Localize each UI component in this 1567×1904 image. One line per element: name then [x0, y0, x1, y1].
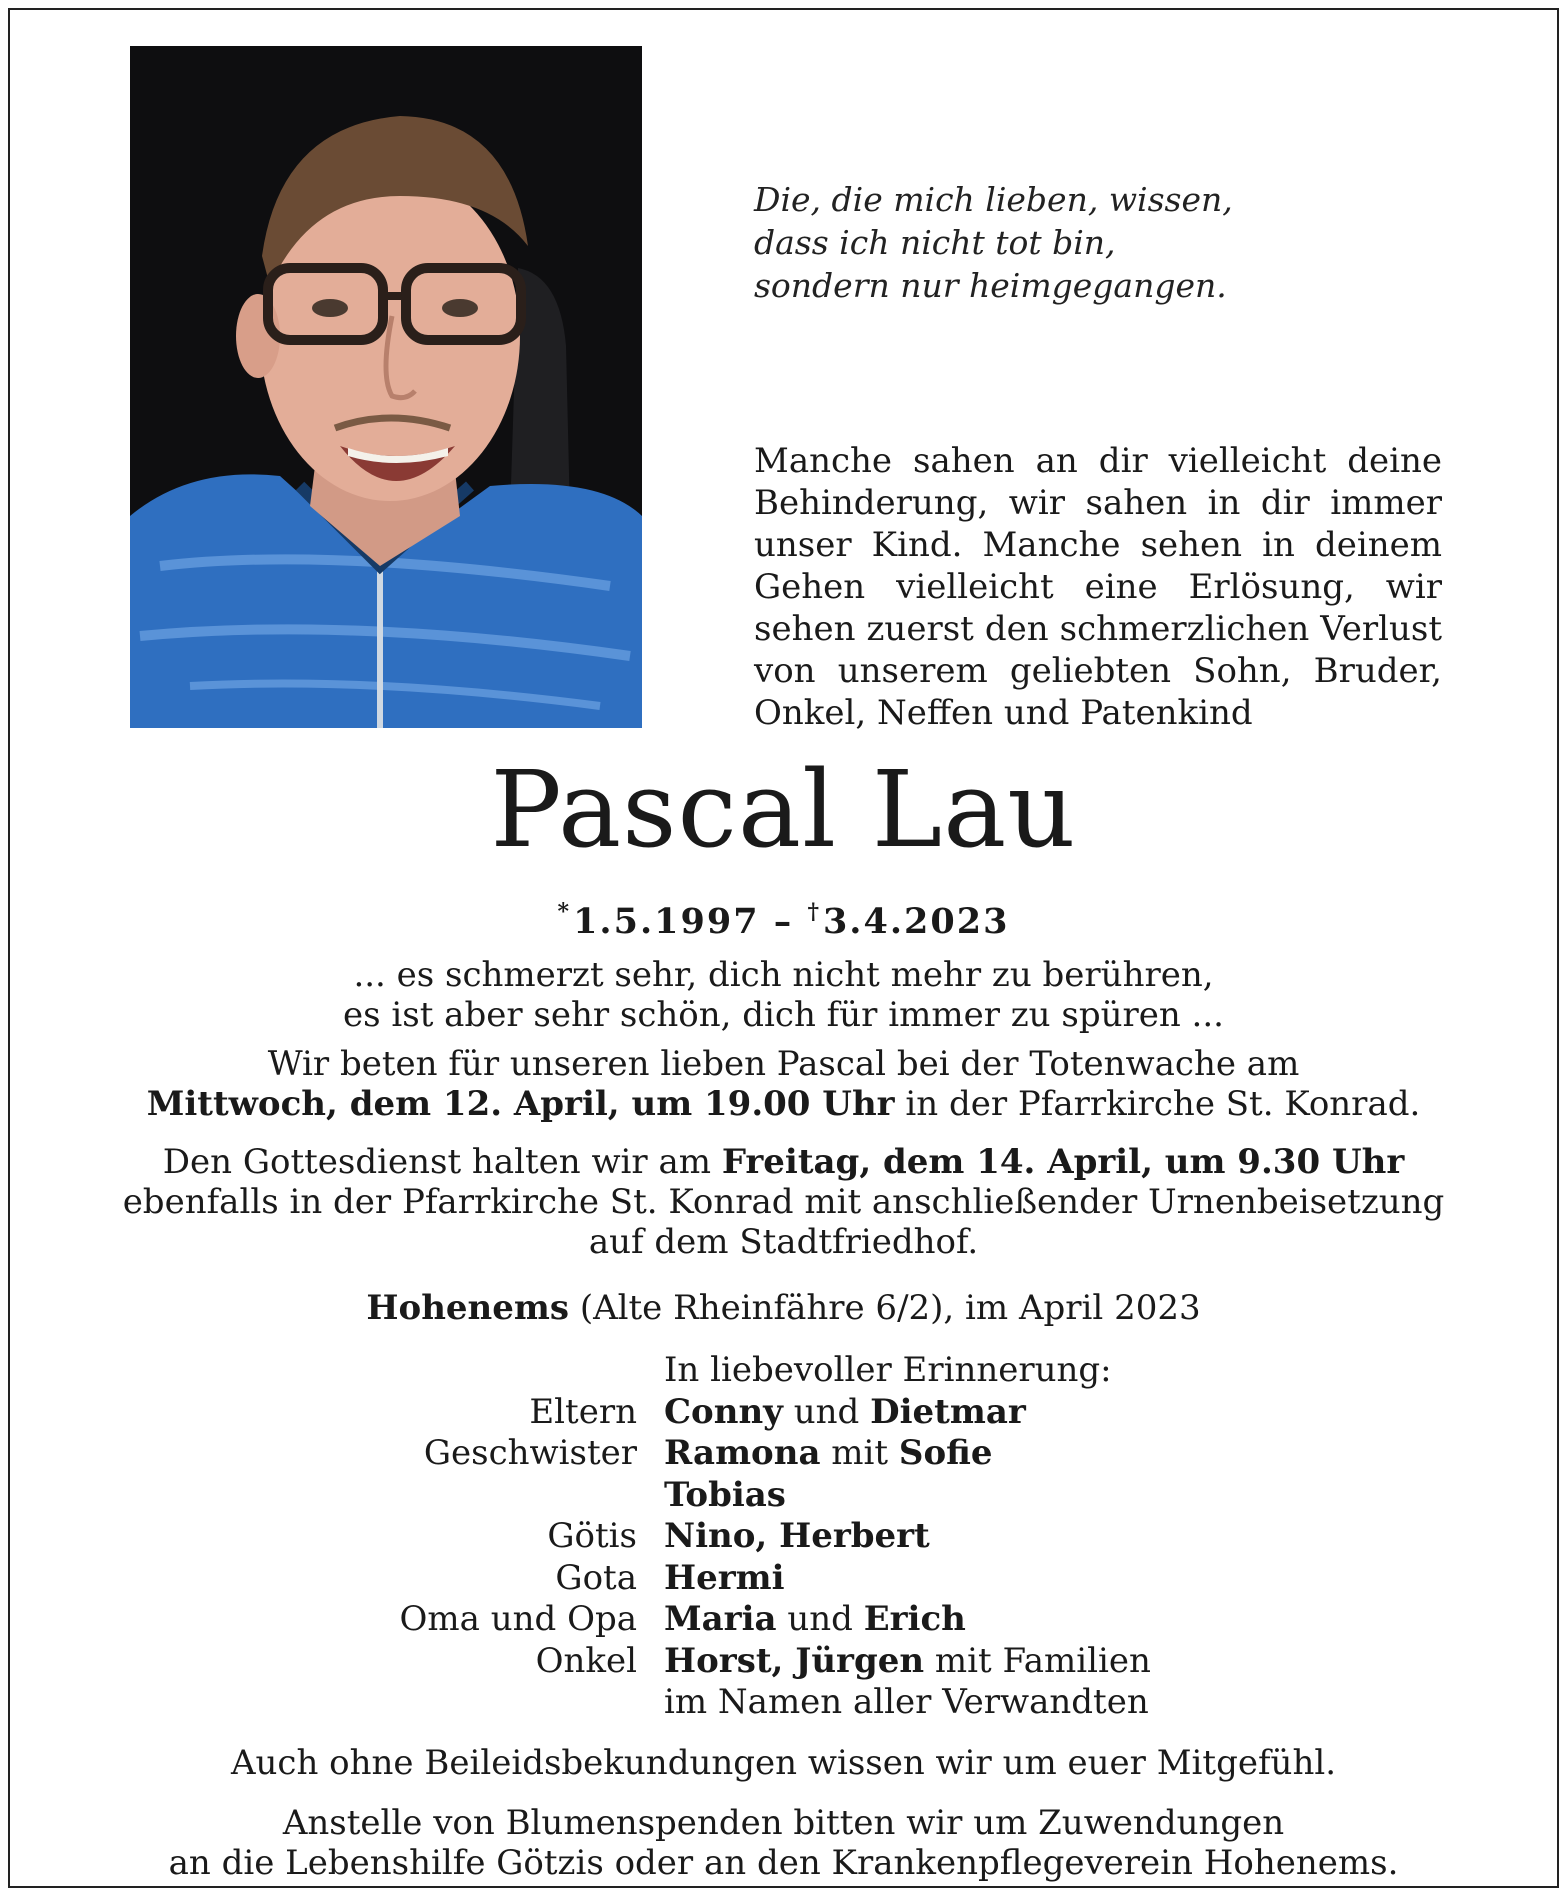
place-name: Hohenems — [366, 1288, 570, 1328]
family-label: Geschwister — [423, 1433, 637, 1473]
date-separator: – — [759, 901, 808, 942]
service-intro: Den Gottesdienst halten wir am — [162, 1142, 722, 1182]
family-name: Ramona — [664, 1433, 821, 1473]
family-row — [10, 1599, 1557, 1641]
family-label: Gota — [555, 1557, 637, 1598]
family-connector: mit Familien — [924, 1640, 1151, 1681]
birth-symbol: * — [557, 899, 572, 925]
family-row — [10, 1641, 1557, 1683]
family-name: Tobias — [664, 1474, 786, 1515]
note-line: Anstelle von Blumenspenden bitten wir um Zuwendungen — [282, 1803, 1285, 1843]
obituary-page — [8, 8, 1559, 1888]
portrait-photo — [130, 46, 642, 728]
quote-line: Die, die mich lieben, wissen, — [754, 180, 1233, 219]
condolence-note — [50, 1743, 1517, 1783]
life-dates — [10, 890, 1557, 944]
tribute-paragraph — [754, 440, 1442, 734]
place-date — [50, 1288, 1517, 1328]
family-closing: im Namen aller Verwandten — [664, 1682, 1149, 1722]
family-name: Erich — [863, 1599, 966, 1639]
family-row — [10, 1516, 1557, 1558]
deceased-name: Pascal Lau — [490, 748, 1077, 871]
family-row — [10, 1392, 1557, 1434]
family-intro-row — [10, 1350, 1557, 1392]
paragraph-line: von unserem geliebten Sohn, Bruder, — [754, 651, 1442, 691]
place-detail: (Alte Rheinfähre 6/2), im April 2023 — [569, 1288, 1201, 1328]
family-name: Hermi — [664, 1557, 785, 1598]
family-label: Oma und Opa — [399, 1599, 637, 1639]
paragraph-line: Behinderung, wir sahen in dir immer — [754, 483, 1442, 523]
family-name: Nino, Herbert — [664, 1516, 930, 1556]
family-name: Conny — [664, 1391, 783, 1432]
quote-line: sondern nur heimgegangen. — [754, 266, 1227, 305]
family-row — [10, 1475, 1557, 1517]
family-name: Dietmar — [870, 1391, 1026, 1432]
family-label: Eltern — [529, 1391, 637, 1432]
donation-note — [50, 1803, 1517, 1883]
family-intro: In liebevoller Erinnerung: — [664, 1350, 1112, 1390]
family-closing-row — [10, 1682, 1557, 1724]
wake-line — [50, 1084, 1517, 1124]
quote-line: dass ich nicht tot bin, — [754, 223, 1116, 262]
paragraph-line: Manche sahen an dir vielleicht deine — [754, 441, 1442, 481]
family-name: Maria — [664, 1599, 777, 1639]
service-info — [50, 1142, 1517, 1262]
family-name: Horst, Jürgen — [664, 1640, 925, 1681]
service-line: ebenfalls in der Pfarrkirche St. Konrad mit anschließender Urnenbeisetzung — [122, 1182, 1445, 1222]
wake-line: Wir beten für unseren lieben Pascal bei der Totenwache am — [267, 1044, 1300, 1084]
portrait-illustration — [130, 46, 642, 728]
family-name: Sofie — [898, 1433, 993, 1473]
paragraph-line: Gehen vielleicht eine Erlösung, wir — [754, 567, 1442, 607]
service-datetime: Freitag, dem 14. April, um 9.30 Uhr — [721, 1142, 1405, 1182]
family-connector: und — [782, 1391, 871, 1432]
verse-line: ... es schmerzt sehr, dich nicht mehr zu berühren, — [353, 955, 1214, 995]
birth-date: 1.5.1997 — [573, 901, 760, 942]
wake-info — [50, 1044, 1517, 1124]
service-line — [50, 1142, 1517, 1182]
family-label: Götis — [547, 1516, 637, 1556]
opening-quote — [754, 178, 1314, 307]
note-line: Auch ohne Beileidsbekundungen wissen wir um euer Mitgefühl. — [230, 1743, 1337, 1783]
family-list — [10, 1350, 1557, 1724]
wake-location: in der Pfarrkirche St. Konrad. — [894, 1084, 1421, 1124]
family-label: Onkel — [535, 1640, 637, 1681]
paragraph-line: Onkel, Neffen und Patenkind — [754, 693, 1253, 733]
service-line: auf dem Stadtfriedhof. — [588, 1222, 979, 1262]
family-row — [10, 1433, 1557, 1475]
paragraph-line: unser Kind. Manche sehen in deinem — [754, 525, 1442, 565]
wake-datetime: Mittwoch, dem 12. April, um 19.00 Uhr — [146, 1084, 895, 1124]
death-symbol: † — [807, 899, 821, 925]
paragraph-line: sehen zuerst den schmerzlichen Verlust — [754, 609, 1442, 649]
family-connector: mit — [820, 1433, 899, 1473]
family-connector: und — [776, 1599, 864, 1639]
family-row — [10, 1558, 1557, 1600]
verse-line: es ist aber sehr schön, dich für immer zu spüren ... — [343, 995, 1224, 1035]
verse — [50, 955, 1517, 1035]
note-line: an die Lebenshilfe Götzis oder an den Krankenpflegeverein Hohenems. — [168, 1843, 1399, 1883]
death-date: 3.4.2023 — [822, 901, 1010, 942]
